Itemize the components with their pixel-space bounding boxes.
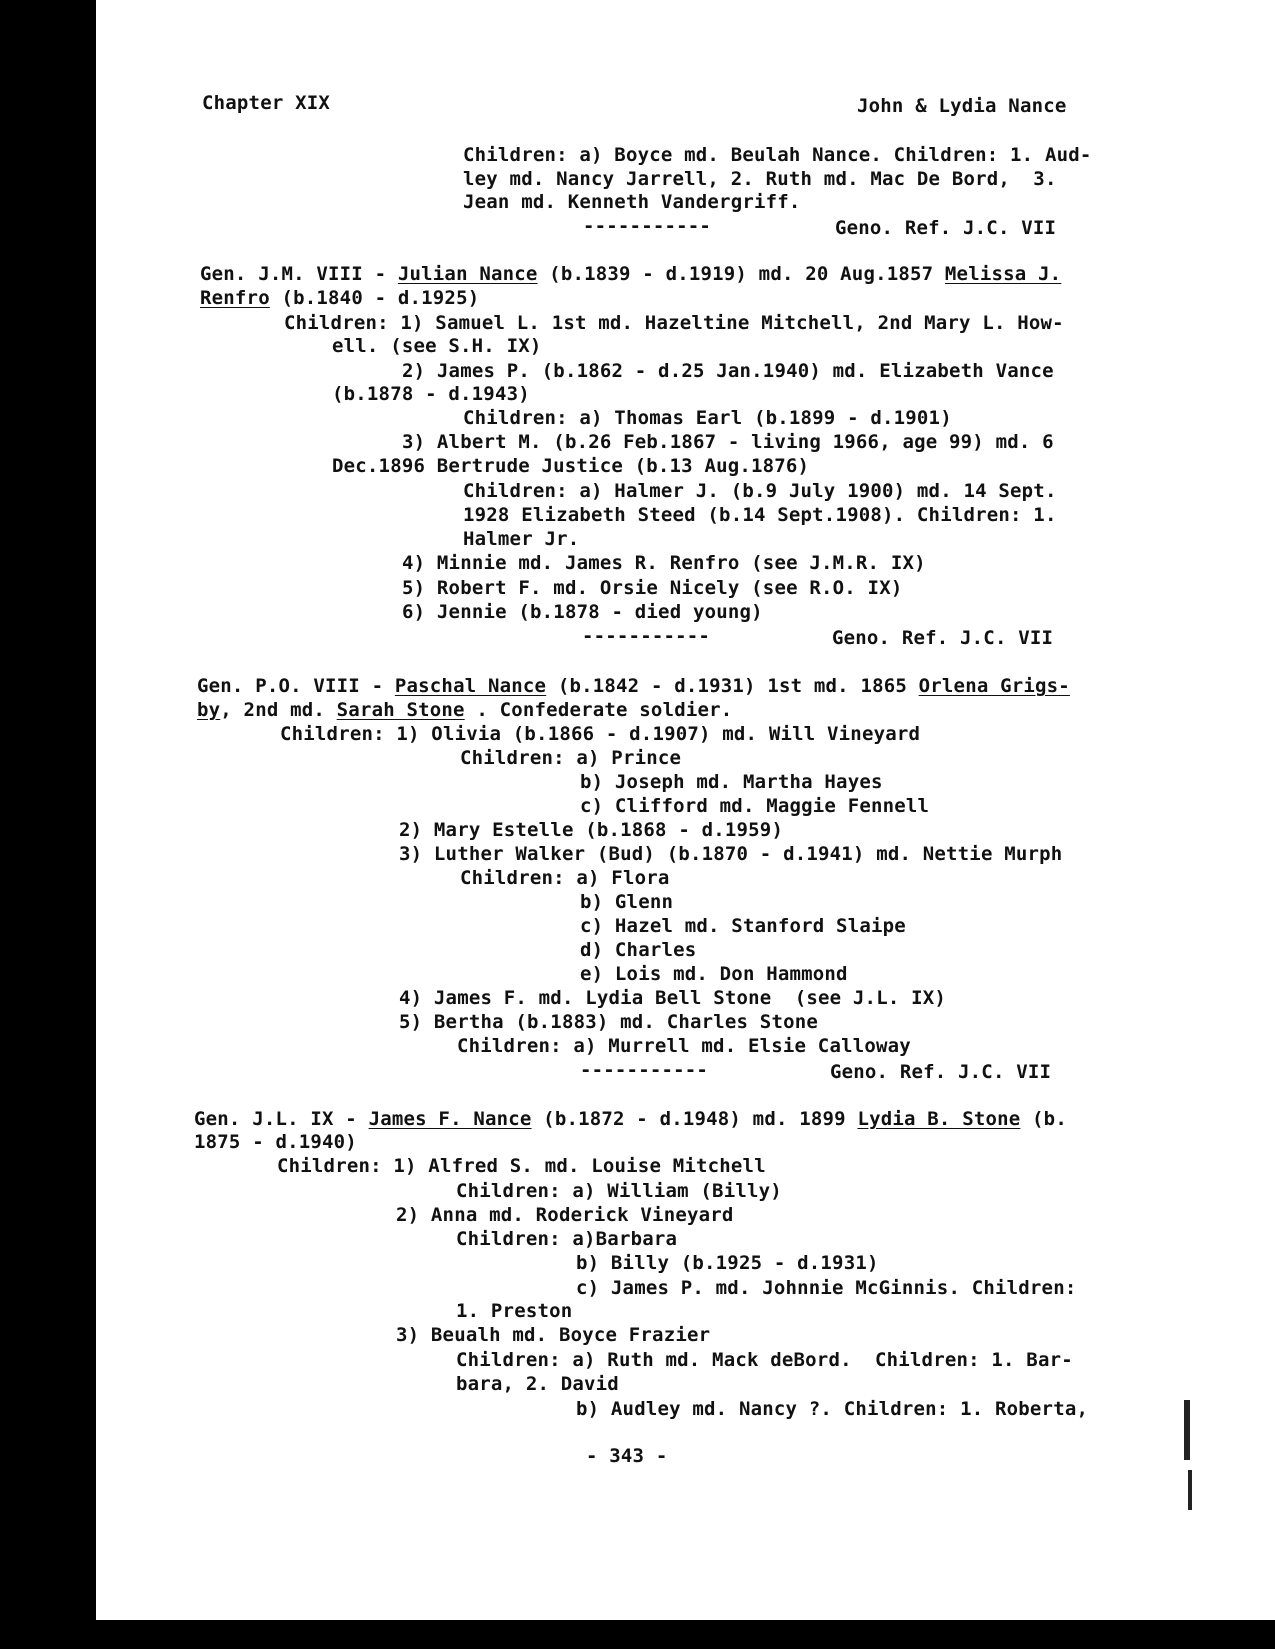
gen-heading: [197, 674, 1070, 698]
text-line: b) Joseph md. Martha Hayes: [580, 771, 883, 793]
scan-mark: [1184, 1400, 1190, 1460]
person-name: Paschal Nance: [394, 675, 547, 697]
text-span: , 2nd md.: [220, 699, 337, 721]
spouse-name: Renfro: [200, 287, 270, 309]
chapter-heading: Chapter XIX: [202, 92, 331, 114]
text-line: Children: a) Halmer J. (b.9 July 1900) md. 14 Sept.: [463, 480, 1057, 502]
running-title: John & Lydia Nance: [857, 95, 1067, 117]
text-line: 3) Luther Walker (Bud) (b.1870 - d.1941) md. Nettie Murph: [399, 843, 1063, 865]
text-line: 1875 - d.1940): [194, 1131, 357, 1153]
spouse-name: by: [197, 699, 221, 721]
text-line: Children: a) Prince: [460, 747, 682, 769]
text-line: Children: a) William (Billy): [456, 1180, 782, 1202]
text-span: (b.1840 - d.1925): [269, 287, 480, 309]
text-line: Children: a) Flora: [460, 867, 670, 889]
separator-line: -----------: [582, 625, 711, 647]
text-span: (b.1839 - d.1919) md. 20 Aug.1857: [537, 263, 945, 285]
text-line: Children: 1) Samuel L. 1st md. Hazeltine Mitchell, 2nd Mary L. How-: [284, 312, 1064, 334]
text-line: e) Lois md. Don Hammond: [580, 963, 848, 985]
text-line: 2) Anna md. Roderick Vineyard: [396, 1204, 734, 1226]
text-line: 1. Preston: [456, 1300, 573, 1322]
spouse-name: Orlena Grigs-: [918, 675, 1070, 697]
gen-heading-cont: [200, 286, 479, 310]
spouse-name: Lydia B. Stone: [857, 1108, 1021, 1130]
text-line: Children: 1) Alfred S. md. Louise Mitchell: [277, 1155, 766, 1177]
text-line: 2) Mary Estelle (b.1868 - d.1959): [399, 819, 784, 841]
text-line: d) Charles: [580, 939, 697, 961]
gen-heading: [200, 262, 1061, 286]
gen-label: Gen. P.O. VIII -: [197, 675, 395, 697]
separator-line: -----------: [583, 215, 712, 237]
geno-ref: Geno. Ref. J.C. VII: [835, 217, 1057, 239]
text-line: Jean md. Kenneth Vandergriff.: [463, 191, 801, 213]
text-line: bara, 2. David: [456, 1373, 619, 1395]
person-name: Julian Nance: [397, 263, 538, 285]
text-line: b) Audley md. Nancy ?. Children: 1. Roberta,: [576, 1398, 1089, 1420]
geno-ref: Geno. Ref. J.C. VII: [830, 1061, 1052, 1083]
page-number: - 343 -: [586, 1445, 668, 1467]
text-line: Children: a) Ruth md. Mack deBord. Children: 1. Bar-: [456, 1349, 1073, 1371]
document-page: [96, 0, 1275, 1620]
text-span: (b.: [1020, 1108, 1067, 1130]
gen-label: Gen. J.L. IX -: [194, 1108, 369, 1130]
text-span: (b.1872 - d.1948) md. 1899: [531, 1108, 858, 1130]
scan-mark: [1188, 1470, 1192, 1510]
text-line: b) Billy (b.1925 - d.1931): [576, 1252, 879, 1274]
spouse-name: Melissa J.: [944, 263, 1062, 285]
geno-ref: Geno. Ref. J.C. VII: [832, 627, 1054, 649]
text-line: 1928 Elizabeth Steed (b.14 Sept.1908). Children: 1.: [463, 504, 1057, 526]
text-line: 5) Bertha (b.1883) md. Charles Stone: [399, 1011, 819, 1033]
text-line: Children: a) Murrell md. Elsie Calloway: [457, 1035, 911, 1057]
text-line: c) James P. md. Johnnie McGinnis. Children:: [576, 1277, 1077, 1299]
text-line: c) Clifford md. Maggie Fennell: [580, 795, 930, 817]
gen-heading-cont: [197, 698, 732, 722]
text-line: b) Glenn: [580, 891, 674, 913]
text-line: 6) Jennie (b.1878 - died young): [402, 601, 763, 623]
text-line: 5) Robert F. md. Orsie Nicely (see R.O. IX): [402, 577, 903, 599]
gen-label: Gen. J.M. VIII -: [200, 263, 398, 285]
text-line: ell. (see S.H. IX): [332, 335, 542, 357]
separator-line: -----------: [580, 1059, 709, 1081]
text-line: Children: a) Thomas Earl (b.1899 - d.1901): [463, 407, 952, 429]
text-line: Dec.1896 Bertrude Justice (b.13 Aug.1876): [332, 455, 810, 477]
text-line: Children: 1) Olivia (b.1866 - d.1907) md. Will Vineyard: [280, 723, 921, 745]
text-line: Children: a) Boyce md. Beulah Nance. Children: 1. Aud-: [463, 144, 1092, 166]
text-line: 4) James F. md. Lydia Bell Stone (see J.L. IX): [399, 987, 947, 1009]
text-line: 2) James P. (b.1862 - d.25 Jan.1940) md. Elizabeth Vance: [402, 360, 1054, 382]
text-line: (b.1878 - d.1943): [332, 383, 530, 405]
text-span: . Confederate soldier.: [464, 699, 733, 721]
text-line: 3) Beualh md. Boyce Frazier: [396, 1324, 711, 1346]
person-name: James F. Nance: [368, 1108, 532, 1130]
scan-left-edge: [0, 0, 40, 1649]
gen-heading: [194, 1107, 1067, 1131]
text-line: Children: a)Barbara: [456, 1228, 678, 1250]
text-span: (b.1842 - d.1931) 1st md. 1865: [546, 675, 919, 697]
text-line: 4) Minnie md. James R. Renfro (see J.M.R. IX): [402, 552, 926, 574]
text-line: 3) Albert M. (b.26 Feb.1867 - living 1966, age 99) md. 6: [402, 431, 1054, 453]
text-line: Halmer Jr.: [463, 528, 580, 550]
text-line: c) Hazel md. Stanford Slaipe: [580, 915, 906, 937]
text-line: ley md. Nancy Jarrell, 2. Ruth md. Mac De Bord, 3.: [463, 168, 1057, 190]
spouse-name: Sarah Stone: [336, 699, 465, 721]
